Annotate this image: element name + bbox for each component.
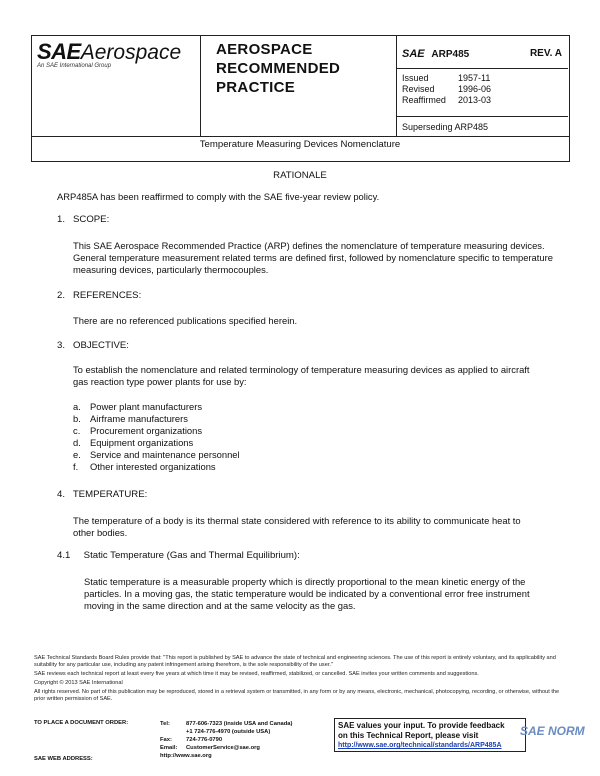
list-item (73, 437, 473, 449)
list-letter: a. (73, 401, 81, 412)
list-item (73, 401, 473, 413)
footer-para3: All rights reserved. No part of this publication may be reproduced, stored in a retrieval system or transmitted, in any form or by any means, electronic, mechanical, photocopying, recording, or otherwise, without the prior written permission of SAE. (34, 689, 560, 702)
references-heading: 2. REFERENCES: (57, 290, 142, 301)
temperature-heading: 4. TEMPERATURE: (57, 489, 148, 500)
tel-label: Tel: (160, 721, 170, 727)
logo-sae-text: SAE (37, 39, 81, 64)
logo-aerospace-text: Aerospace (80, 41, 182, 64)
header-divider-h2 (396, 116, 568, 117)
list-letter: b. (73, 413, 81, 424)
objective-heading: 3. OBJECTIVE: (57, 340, 129, 351)
footer-copyright: Copyright © 2013 SAE International (34, 680, 123, 686)
document-type (216, 40, 340, 97)
sae-aerospace-logo (37, 39, 181, 65)
footer-para2: SAE reviews each technical report at least every five years at which time it may be revised, reaffirmed, stabilized, or cancelled. SAE invites your written comments and suggestions. (34, 671, 479, 677)
contact-block (160, 720, 292, 760)
list-letter: e. (73, 449, 81, 460)
web-address[interactable]: http://www.sae.org (160, 753, 212, 759)
static-temperature-heading: 4.1 Static Temperature (Gas and Thermal Equilibrium): (57, 550, 300, 561)
scope-heading: 1. SCOPE: (57, 214, 110, 225)
list-text: Procurement organizations (90, 425, 203, 436)
doc-number-row (402, 48, 562, 60)
static-temperature-text: Static temperature is a measurable property which is directly proportional to the mean kinetic energy of the particles. In a moving gas, the static temperature would be indicated by a conventional error free instrument moving in the same direction and at the same velocity as the gas. (84, 576, 530, 611)
footer-para1: SAE Technical Standards Board Rules provide that: "This report is published by SAE to advance the state of technical and engineering sciences. The use of this report is entirely voluntary, and its applicability and suitability for any particular use, including any patent infringement arising therefrom, is the sole responsibility of the user." (34, 655, 556, 668)
list-item (73, 413, 473, 425)
order-label: TO PLACE A DOCUMENT ORDER: (34, 720, 129, 726)
list-text: Airframe manufacturers (90, 413, 188, 424)
fax: 724-776-0790 (186, 737, 223, 743)
list-letter: d. (73, 437, 81, 448)
list-text: Other interested organizations (90, 461, 216, 472)
header-divider-h1 (396, 68, 568, 69)
sae-mark: SAE (402, 48, 425, 60)
superseding: Superseding ARP485 (402, 122, 489, 132)
feedback-box (334, 718, 526, 752)
document-title: Temperature Measuring Devices Nomenclature (199, 139, 401, 150)
reaffirmed-value: 2013-03 (458, 95, 492, 105)
revised-label: Revised (402, 84, 435, 94)
header-divider-h3 (31, 136, 569, 137)
footer-legal (34, 655, 568, 703)
date-block (402, 73, 491, 106)
doc-number: ARP485 (431, 49, 470, 60)
logo-subtitle: An SAE International Group (37, 63, 112, 69)
doc-type-line1: AEROSPACE (216, 41, 313, 58)
doc-type-line3: PRACTICE (216, 79, 296, 96)
list-text: Power plant manufacturers (90, 401, 203, 412)
feedback-line2: on this Technical Report, please visit (338, 731, 479, 740)
header-divider-2 (396, 35, 397, 136)
rationale-heading: RATIONALE (273, 170, 327, 181)
web-address-label: SAE WEB ADDRESS: (34, 756, 93, 762)
objective-text: To establish the nomenclature and related terminology of temperature measuring devices as applied to aircraft gas reaction type power plants for use by: (73, 364, 530, 387)
watermark-logo (520, 724, 585, 738)
fax-label: Fax: (160, 737, 172, 743)
reaffirmed-label: Reaffirmed (402, 95, 446, 105)
issued-value: 1957-11 (458, 73, 491, 83)
tel1: 877-606-7323 (inside USA and Canada) (186, 721, 293, 727)
objective-list (73, 401, 473, 473)
list-item (73, 425, 473, 437)
email[interactable]: CustomerService@sae.org (186, 745, 260, 751)
revision: REV. A (529, 48, 562, 59)
watermark-text: SAE NORM (520, 724, 585, 738)
revised-value: 1996-06 (458, 84, 492, 94)
list-letter: c. (73, 425, 81, 436)
tel2: +1 724-776-4970 (outside USA) (186, 729, 271, 735)
references-text: There are no referenced publications specified herein. (73, 315, 298, 326)
doc-type-line2: RECOMMENDED (216, 60, 341, 77)
list-letter: f. (73, 461, 79, 472)
temperature-text: The temperature of a body is its thermal state considered with reference to its ability to communicate heat to other bodies. (73, 515, 521, 538)
rationale-text: ARP485A has been reaffirmed to comply with the SAE five-year review policy. (57, 191, 380, 202)
list-item (73, 449, 473, 461)
scope-text: This SAE Aerospace Recommended Practice (ARP) defines the nomenclature of temperature measuring devices. General temperature measurement related terms are defined first, followed by nomenclature specific to temperature measuring devices, particularly thermocouples. (73, 240, 553, 275)
list-text: Equipment organizations (90, 437, 194, 448)
header-divider-1 (200, 35, 201, 136)
list-text: Service and maintenance personnel (90, 449, 240, 460)
list-item (73, 461, 473, 473)
email-label: Email: (160, 745, 178, 751)
issued-label: Issued (402, 73, 429, 83)
feedback-link[interactable]: http://www.sae.org/technical/standards/ARP485A (338, 742, 502, 749)
feedback-line1: SAE values your input. To provide feedback (338, 721, 505, 730)
